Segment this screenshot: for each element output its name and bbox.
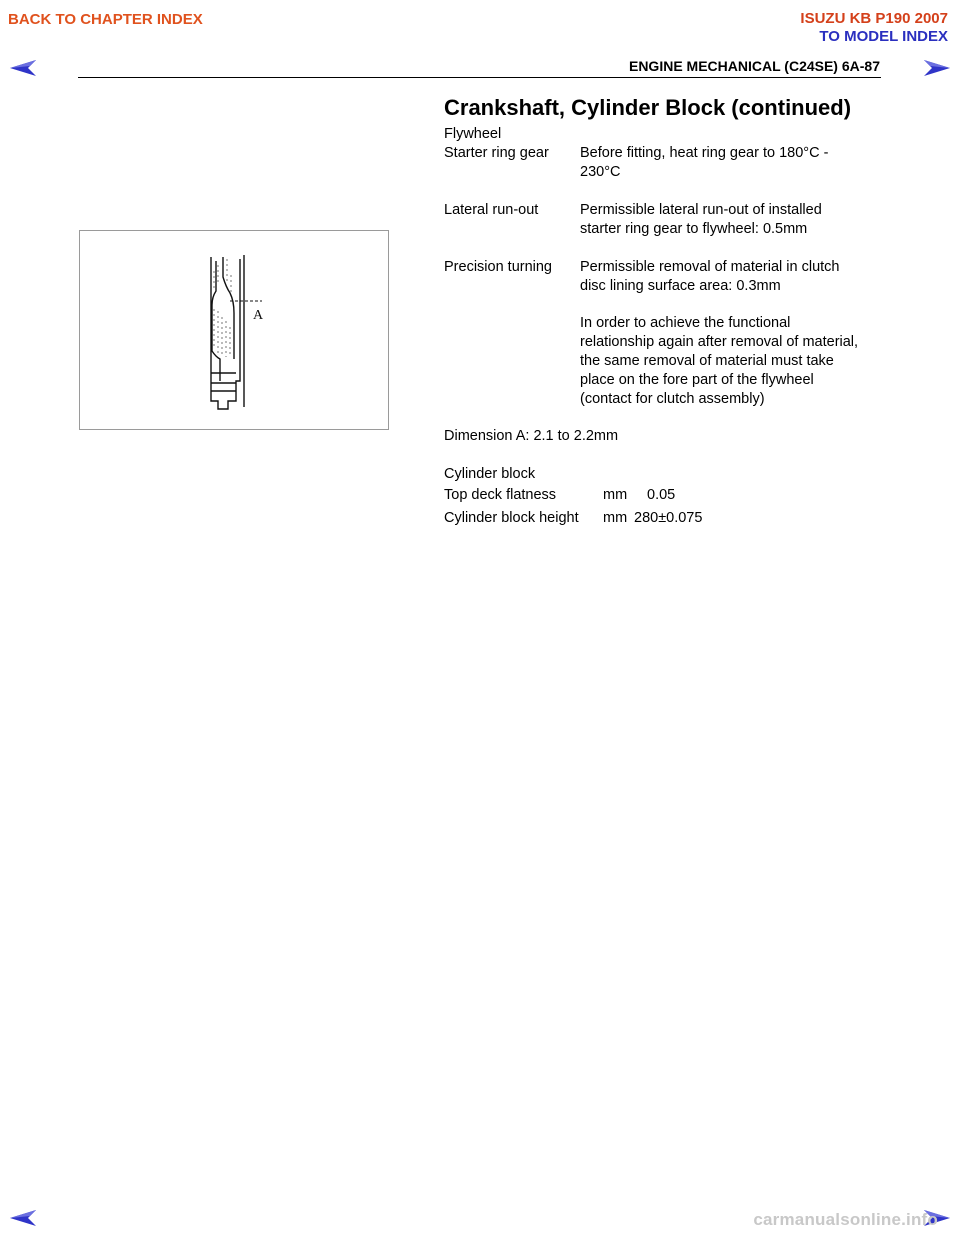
spec-row-value: 280±0.075 [634, 510, 703, 526]
functional-note-line-2: relationship again after removal of material, [580, 334, 859, 350]
cylinder-block-heading: Cylinder block [444, 466, 536, 482]
spec-row-unit: mm [603, 487, 628, 503]
functional-note-line-4: place on the fore part of the flywheel [580, 372, 814, 388]
precision-turning-text-1: Permissible removal of material in clutch [580, 259, 840, 275]
functional-note-line-1: In order to achieve the functional [580, 315, 791, 331]
spec-row-label: Cylinder block height [444, 510, 579, 526]
dimension-label-a: A [253, 308, 264, 323]
flywheel-heading: Flywheel [444, 126, 502, 142]
model-title[interactable]: ISUZU KB P190 2007 [800, 10, 948, 27]
footer-previous-arrow-icon[interactable] [8, 1208, 38, 1228]
back-to-chapter-index-link[interactable]: BACK TO CHAPTER INDEX [8, 11, 203, 28]
previous-page-arrow-icon[interactable] [8, 58, 38, 78]
functional-note-line-3: the same removal of material must take [580, 353, 834, 369]
lateral-run-out-label: Lateral run-out [444, 202, 539, 218]
precision-turning-label: Precision turning [444, 259, 552, 275]
section-title: Crankshaft, Cylinder Block (continued) [444, 95, 852, 120]
header-divider [78, 77, 881, 78]
precision-turning-text-2: disc lining surface area: 0.3mm [580, 278, 781, 294]
spec-row-label: Top deck flatness [444, 487, 557, 503]
to-model-index-link[interactable]: TO MODEL INDEX [819, 28, 948, 45]
functional-note-line-5: (contact for clutch assembly) [580, 391, 765, 407]
spec-row-unit: mm [603, 510, 628, 526]
footer-watermark: carmanualsonline.info [753, 1210, 938, 1229]
starter-ring-gear-text-1: Before fitting, heat ring gear to 180°C - [580, 145, 829, 161]
starter-ring-gear-text-2: 230°C [580, 164, 621, 180]
spec-row-value: 0.05 [647, 487, 676, 503]
flywheel-cross-section-drawing [80, 231, 388, 429]
flywheel-section-figure [79, 230, 389, 430]
starter-ring-gear-label: Starter ring gear [444, 145, 549, 161]
next-page-arrow-icon[interactable] [922, 58, 952, 78]
lateral-run-out-text-2: starter ring gear to flywheel: 0.5mm [580, 221, 808, 237]
page-header-title: ENGINE MECHANICAL (C24SE) 6A-87 [628, 58, 880, 74]
lateral-run-out-text-1: Permissible lateral run-out of installed [580, 202, 822, 218]
dimension-a-text: Dimension A: 2.1 to 2.2mm [444, 428, 619, 444]
